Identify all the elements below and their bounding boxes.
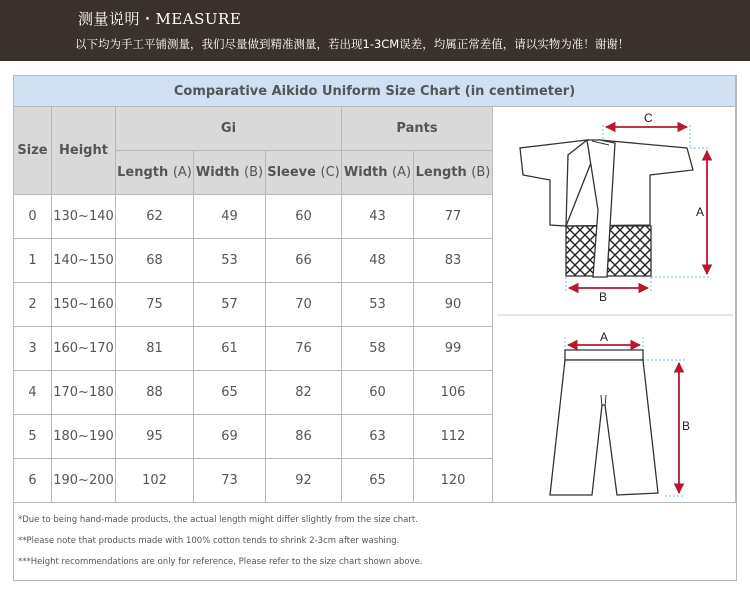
cell-size: 1 <box>14 239 52 283</box>
gi-jacket-drawing <box>520 140 693 277</box>
header-banner <box>0 0 750 61</box>
cell-pants-width: 58 <box>342 327 414 371</box>
pants-drawing <box>550 350 658 495</box>
header-height: Height <box>52 107 116 195</box>
banner-subtitle: 以下均为手工平铺测量，我们尽量做到精准测量，若出现1-3CM误差，均属正常差值，请以实物为准！谢谢！ <box>75 37 630 51</box>
cell-gi-sleeve: 60 <box>266 195 342 239</box>
cell-gi-length: 81 <box>116 327 194 371</box>
cell-pants-length: 106 <box>414 371 493 415</box>
footnote: *Due to being hand-made products, the actual length might differ slightly from the size chart. <box>18 515 418 525</box>
header-gi-width <box>194 151 266 195</box>
footnotes <box>18 510 423 573</box>
cell-height: 140~150 <box>52 239 116 283</box>
header-gi-sleeve-unit: (C) <box>320 165 340 180</box>
cell-size: 3 <box>14 327 52 371</box>
cell-pants-length: 99 <box>414 327 493 371</box>
cell-gi-length: 95 <box>116 415 194 459</box>
gi-label-c: C <box>644 111 653 125</box>
cell-gi-width: 49 <box>194 195 266 239</box>
header-pants-width <box>342 151 414 195</box>
cell-gi-width: 57 <box>194 283 266 327</box>
cell-size: 5 <box>14 415 52 459</box>
header-gi-length-label: Length <box>117 165 169 180</box>
cell-height: 190~200 <box>52 459 116 503</box>
banner-title: 测量说明・MEASURE <box>78 10 242 28</box>
header-pants-length-unit: (B) <box>471 165 491 180</box>
cell-gi-length: 75 <box>116 283 194 327</box>
cell-pants-width: 48 <box>342 239 414 283</box>
cell-pants-width: 60 <box>342 371 414 415</box>
garment-diagram <box>495 105 735 505</box>
cell-height: 180~190 <box>52 415 116 459</box>
cell-pants-length: 90 <box>414 283 493 327</box>
header-pants-length-label: Length <box>415 165 467 180</box>
cell-pants-width: 53 <box>342 283 414 327</box>
cell-gi-sleeve: 86 <box>266 415 342 459</box>
cell-pants-width: 63 <box>342 415 414 459</box>
header-pants-length <box>414 151 493 195</box>
header-gi-sleeve-label: Sleeve <box>267 165 316 180</box>
gi-label-b: B <box>599 290 608 304</box>
cell-gi-sleeve: 92 <box>266 459 342 503</box>
pants-label-a: A <box>600 330 609 344</box>
header-pants-width-unit: (A) <box>392 165 412 180</box>
cell-gi-length: 88 <box>116 371 194 415</box>
cell-pants-length: 83 <box>414 239 493 283</box>
header-pants: Pants <box>342 107 493 151</box>
cell-gi-sleeve: 66 <box>266 239 342 283</box>
cell-gi-width: 65 <box>194 371 266 415</box>
header-gi-width-unit: (B) <box>244 165 264 180</box>
cell-pants-length: 112 <box>414 415 493 459</box>
cell-pants-width: 65 <box>342 459 414 503</box>
cell-size: 4 <box>14 371 52 415</box>
cell-gi-sleeve: 82 <box>266 371 342 415</box>
table-caption: Comparative Aikido Uniform Size Chart (in centimeter) <box>14 76 736 107</box>
header-gi-sleeve <box>266 151 342 195</box>
cell-gi-width: 61 <box>194 327 266 371</box>
cell-height: 160~170 <box>52 327 116 371</box>
cell-size: 2 <box>14 283 52 327</box>
cell-pants-width: 43 <box>342 195 414 239</box>
footnote: **Please note that products made with 100% cotton tends to shrink 2-3cm after washing. <box>18 536 400 546</box>
header-gi: Gi <box>116 107 342 151</box>
cell-height: 150~160 <box>52 283 116 327</box>
cell-height: 170~180 <box>52 371 116 415</box>
header-size: Size <box>14 107 52 195</box>
cell-gi-width: 73 <box>194 459 266 503</box>
pants-label-b: B <box>682 419 691 433</box>
cell-pants-length: 77 <box>414 195 493 239</box>
cell-gi-width: 69 <box>194 415 266 459</box>
cell-gi-sleeve: 76 <box>266 327 342 371</box>
cell-height: 130~140 <box>52 195 116 239</box>
header-gi-length-unit: (A) <box>172 165 192 180</box>
cell-gi-sleeve: 70 <box>266 283 342 327</box>
gi-label-a: A <box>696 205 705 219</box>
header-pants-width-label: Width <box>343 165 388 180</box>
cell-gi-width: 53 <box>194 239 266 283</box>
header-gi-width-label: Width <box>195 165 240 180</box>
cell-size: 6 <box>14 459 52 503</box>
footnote: ***Height recommendations are only for reference, Please refer to the size chart shown above. <box>18 557 423 567</box>
cell-gi-length: 68 <box>116 239 194 283</box>
cell-gi-length: 62 <box>116 195 194 239</box>
cell-size: 0 <box>14 195 52 239</box>
header-gi-length <box>116 151 194 195</box>
cell-gi-length: 102 <box>116 459 194 503</box>
cell-pants-length: 120 <box>414 459 493 503</box>
